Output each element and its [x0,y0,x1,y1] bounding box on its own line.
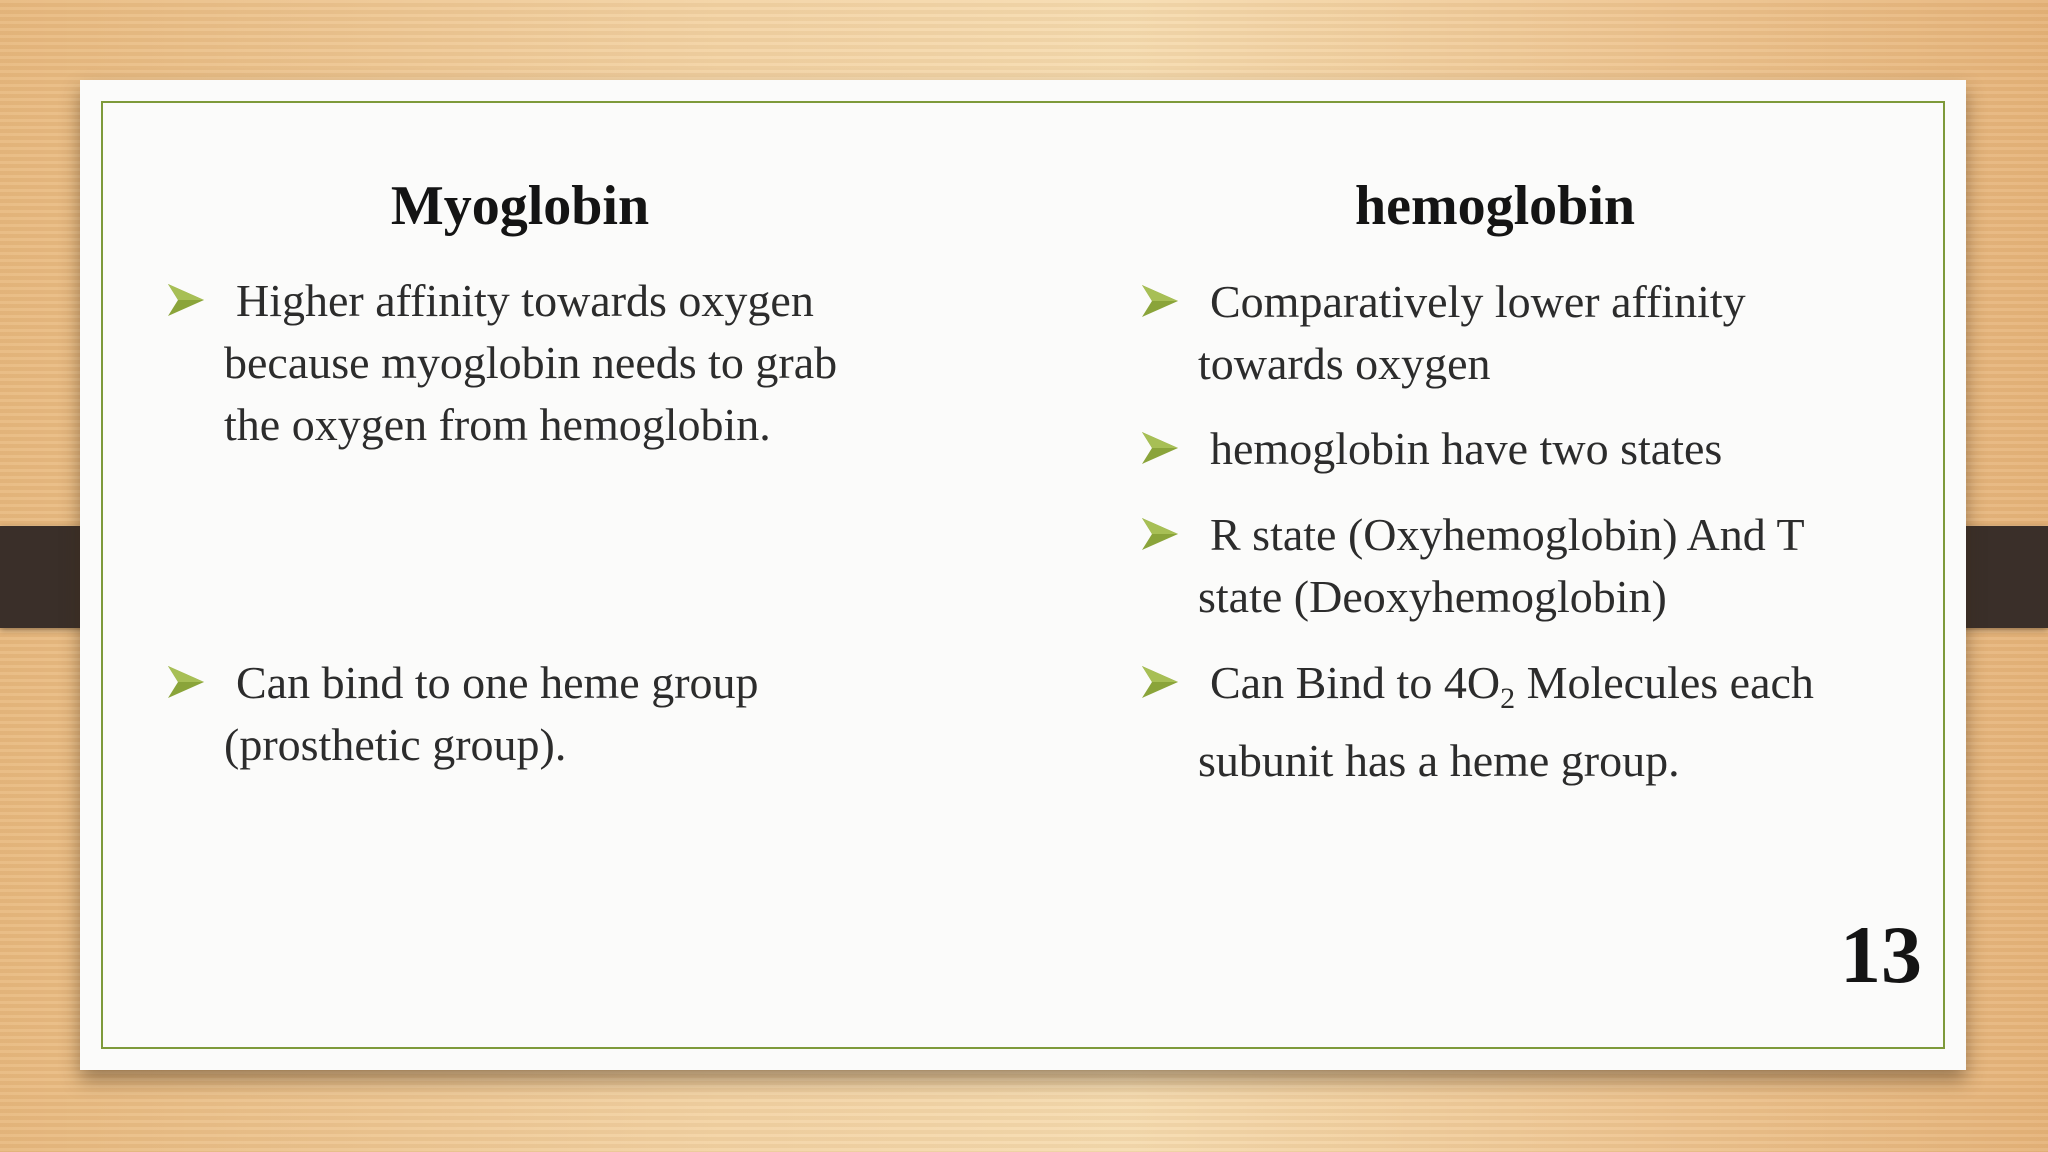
bullet-line: Higher affinity towards oxygen [236,275,814,326]
hemoglobin-bullet-two-states [1140,418,1722,480]
hemoglobin-bullet-bind-4o2 [1140,652,1814,792]
bullet-line: the oxygen from hemoglobin. [224,399,771,450]
myoglobin-heading: Myoglobin [390,175,650,237]
bullet-line [1210,657,1814,716]
arrow-bullet-icon [1140,428,1180,468]
bullet-line: state (Deoxyhemoglobin) [1198,571,1667,622]
bullet-line-part: Can Bind to 4O [1210,657,1501,708]
arrow-bullet-icon [1140,514,1180,554]
hemoglobin-bullet-affinity [1140,271,1746,395]
myoglobin-bullet-affinity [166,270,837,456]
myoglobin-bullet-heme [166,652,759,776]
bullet-line: R state (Oxyhemoglobin) And T [1210,509,1805,560]
bullet-line: towards oxygen [1198,338,1491,389]
bullet-line: hemoglobin have two states [1210,423,1723,474]
bullet-line: Can bind to one heme group [236,657,759,708]
arrow-bullet-icon [1140,281,1180,321]
bullet-line: Comparatively lower affinity [1210,276,1746,327]
arrow-bullet-icon [166,662,206,702]
page-number: 13 [1840,909,1922,1000]
bullet-line: because myoglobin needs to grab [224,337,838,388]
hemoglobin-bullet-r-t-states [1140,504,1805,628]
subscript-two: 2 [1500,682,1516,716]
arrow-bullet-icon [166,280,206,320]
arrow-bullet-icon [1140,662,1180,702]
hemoglobin-heading: hemoglobin [1354,175,1636,237]
bullet-line: subunit has a heme group. [1198,735,1680,787]
bullet-line-part: Molecules each [1515,657,1814,708]
bullet-line: (prosthetic group). [224,719,567,770]
